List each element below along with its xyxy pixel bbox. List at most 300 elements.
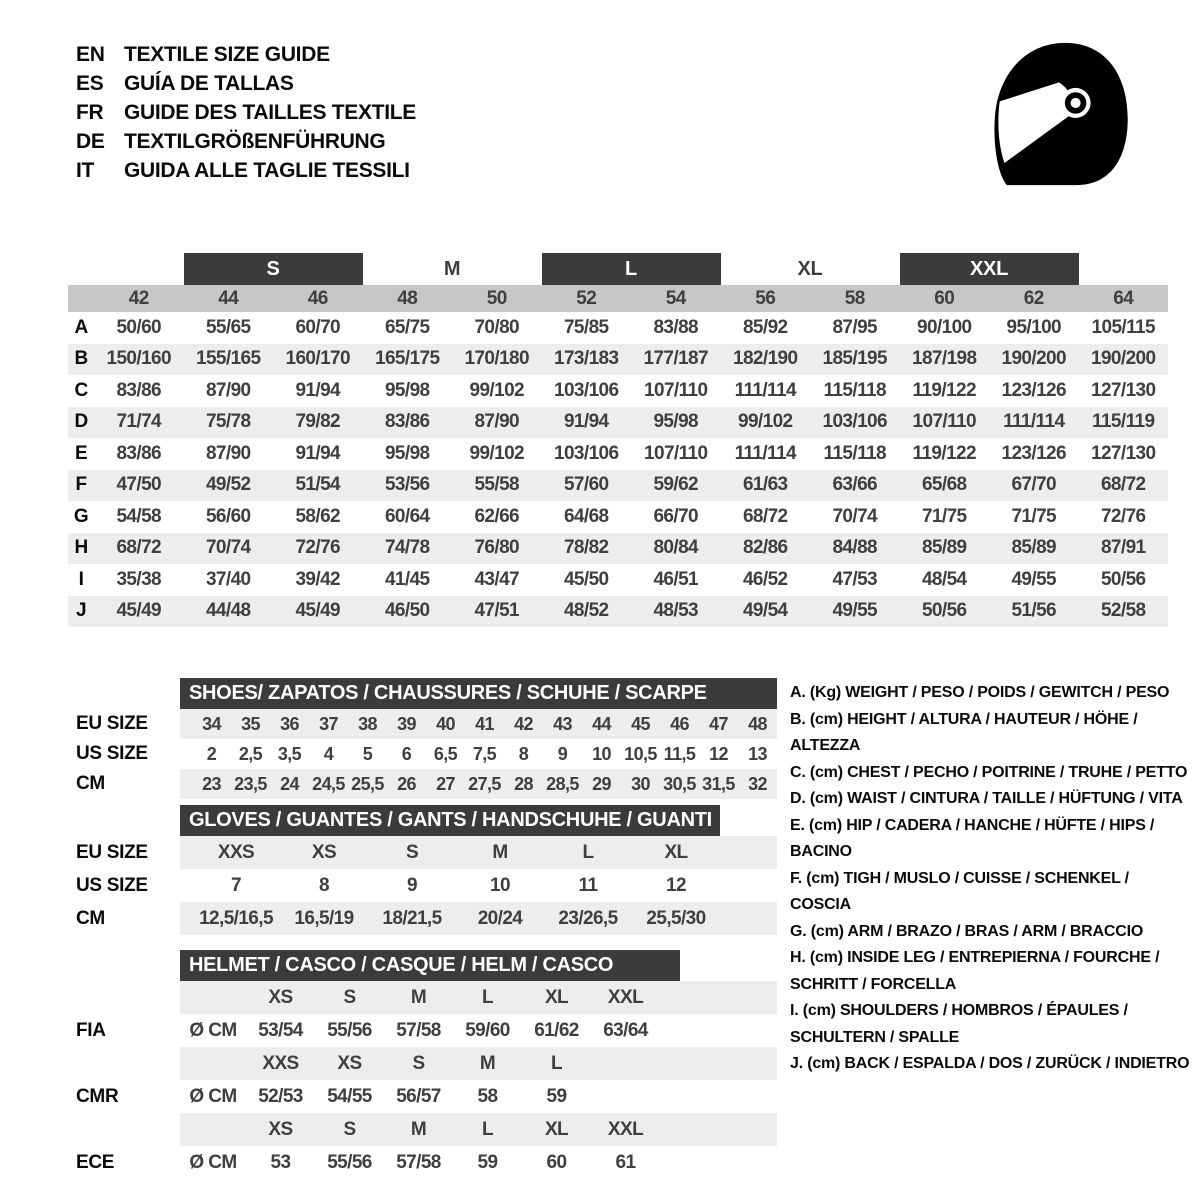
measure-value: 61/63 bbox=[742, 474, 788, 496]
size-row bbox=[180, 869, 777, 902]
size-value: 27 bbox=[436, 773, 455, 794]
size-value: 45 bbox=[631, 713, 650, 734]
measure-value: 160/170 bbox=[285, 348, 350, 370]
helmet-value: 59 bbox=[546, 1085, 567, 1107]
row-letter: D bbox=[74, 411, 88, 433]
size-column-header: 56 bbox=[755, 287, 776, 309]
size-value: 44 bbox=[592, 713, 611, 734]
language-title-de: TEXTILGRÖßENFÜHRUNG bbox=[124, 130, 386, 153]
measure-value: 80/84 bbox=[653, 537, 699, 559]
language-row bbox=[76, 156, 416, 185]
measure-value: 90/100 bbox=[916, 316, 972, 338]
helmet-value: 61/62 bbox=[534, 1019, 579, 1041]
helmet-value: 59/60 bbox=[465, 1019, 510, 1041]
gloves-title-bar: GLOVES / GUANTES / GANTS / HANDSCHUHE / GUANTI bbox=[180, 805, 720, 836]
size-column-header: 54 bbox=[665, 287, 686, 309]
measure-value: 177/187 bbox=[643, 348, 708, 370]
size-value: 41 bbox=[475, 713, 494, 734]
measure-value: 103/106 bbox=[554, 442, 619, 464]
measure-value: 84/88 bbox=[832, 537, 878, 559]
measure-value: 85/89 bbox=[1011, 537, 1057, 559]
size-row bbox=[180, 739, 777, 769]
size-value: 23,5 bbox=[234, 773, 267, 794]
measure-value: 75/85 bbox=[563, 316, 609, 338]
size-band-l: L bbox=[542, 253, 721, 285]
row-label: EU SIZE bbox=[76, 713, 148, 734]
size-column-header: 62 bbox=[1023, 287, 1044, 309]
shoes-row-labels bbox=[76, 709, 148, 799]
measure-value: 45/50 bbox=[563, 568, 609, 590]
measure-value: 63/66 bbox=[832, 474, 878, 496]
helmet-value: 60 bbox=[546, 1151, 567, 1173]
measure-value: 51/54 bbox=[295, 474, 341, 496]
measure-value: 83/86 bbox=[116, 442, 162, 464]
row-letter: F bbox=[75, 474, 87, 496]
language-row bbox=[76, 40, 416, 69]
size-value: 26 bbox=[397, 773, 416, 794]
size-value: 13 bbox=[748, 743, 767, 764]
label-spacer bbox=[76, 981, 118, 1014]
size-row bbox=[180, 836, 777, 869]
size-value: 32 bbox=[748, 773, 767, 794]
textile-table-body bbox=[68, 312, 1168, 627]
size-value: XS bbox=[311, 841, 337, 863]
measure-value: 75/78 bbox=[205, 411, 251, 433]
size-value: 8 bbox=[319, 874, 329, 896]
measure-value: 115/119 bbox=[1092, 411, 1155, 433]
language-row bbox=[76, 69, 416, 98]
size-value: 37 bbox=[319, 713, 338, 734]
helmet-size: XS bbox=[268, 986, 293, 1008]
helmet-size: S bbox=[343, 986, 356, 1008]
measure-value: 111/114 bbox=[734, 442, 796, 464]
size-value: 11,5 bbox=[663, 743, 696, 764]
measure-value: 50/56 bbox=[921, 600, 967, 622]
helmet-value: 63/64 bbox=[603, 1019, 648, 1041]
size-value: 29 bbox=[592, 773, 611, 794]
size-value: 8 bbox=[518, 743, 529, 764]
size-column-header: 42 bbox=[128, 287, 149, 309]
helmet-size: L bbox=[481, 986, 493, 1008]
size-value: 30 bbox=[631, 773, 650, 794]
size-column-header: 64 bbox=[1113, 287, 1134, 309]
size-value: 10 bbox=[490, 874, 510, 896]
row-label: US SIZE bbox=[76, 743, 148, 764]
helmet-size: S bbox=[343, 1118, 356, 1140]
measure-value: 39/42 bbox=[295, 568, 341, 590]
measure-value: 45/49 bbox=[295, 600, 341, 622]
row-letter: A bbox=[74, 316, 88, 338]
label-spacer bbox=[76, 1113, 118, 1146]
measure-value: 123/126 bbox=[1001, 379, 1066, 401]
size-value: 3,5 bbox=[277, 743, 302, 764]
measure-value: 119/122 bbox=[912, 442, 976, 464]
racing-helmet-icon bbox=[980, 34, 1138, 194]
language-title-it: GUIDA ALLE TAGLIE TESSILI bbox=[124, 159, 410, 182]
measure-value: 59/62 bbox=[653, 474, 699, 496]
measure-value: 103/106 bbox=[822, 411, 887, 433]
size-columns-row bbox=[68, 285, 1168, 312]
diameter-unit: Ø CM bbox=[189, 1085, 237, 1107]
measure-value: 107/110 bbox=[912, 411, 976, 433]
measure-value: 74/78 bbox=[384, 537, 430, 559]
measure-value: 83/86 bbox=[116, 379, 162, 401]
measure-row-j bbox=[68, 596, 1168, 628]
size-value: 11 bbox=[578, 874, 598, 896]
size-value: XL bbox=[664, 841, 688, 863]
measure-value: 91/94 bbox=[295, 379, 341, 401]
legend-item-h: H. (cm) INSIDE LEG / ENTREPIERNA / FOURCHE / SCHRITT / FORCELLA bbox=[790, 949, 1160, 993]
helmet-value: 55/56 bbox=[327, 1019, 372, 1041]
helmet-value: 55/56 bbox=[327, 1151, 372, 1173]
measure-value: 87/90 bbox=[205, 379, 251, 401]
helmet-size: M bbox=[410, 986, 427, 1008]
measure-value: 79/82 bbox=[295, 411, 341, 433]
helmet-size: L bbox=[550, 1052, 562, 1074]
measure-value: 87/95 bbox=[832, 316, 878, 338]
measure-value: 87/90 bbox=[474, 411, 520, 433]
helmet-value: 57/58 bbox=[396, 1019, 441, 1041]
measure-value: 107/110 bbox=[644, 379, 708, 401]
measure-value: 60/64 bbox=[384, 505, 430, 527]
measure-value: 55/58 bbox=[474, 474, 520, 496]
row-label: CM bbox=[76, 907, 105, 929]
helmet-value-row bbox=[180, 1146, 777, 1179]
measure-value: 119/122 bbox=[912, 379, 976, 401]
legend-item-i: I. (cm) SHOULDERS / HOMBROS / ÉPAULES / SCHULTERN / SPALLE bbox=[790, 1002, 1128, 1046]
measure-row-b bbox=[68, 344, 1168, 376]
measure-value: 76/80 bbox=[474, 537, 520, 559]
measure-value: 49/52 bbox=[205, 474, 251, 496]
helmet-size: M bbox=[410, 1118, 427, 1140]
helmet-size: L bbox=[481, 1118, 493, 1140]
language-code-it: IT bbox=[76, 159, 95, 182]
measure-row-i bbox=[68, 564, 1168, 596]
size-value: 6,5 bbox=[433, 743, 458, 764]
language-code-de: DE bbox=[76, 130, 105, 153]
helmet-size: XS bbox=[337, 1052, 362, 1074]
gloves-rows bbox=[180, 836, 777, 935]
language-title-fr: GUIDE DES TAILLES TEXTILE bbox=[124, 101, 416, 124]
measure-value: 56/60 bbox=[205, 505, 251, 527]
measure-row-g bbox=[68, 501, 1168, 533]
measure-value: 60/70 bbox=[295, 316, 341, 338]
size-value: 10,5 bbox=[624, 743, 657, 764]
measure-value: 52/58 bbox=[1100, 600, 1146, 622]
measure-value: 99/102 bbox=[469, 442, 524, 464]
size-value: 12,5/16,5 bbox=[199, 907, 273, 929]
language-row bbox=[76, 98, 416, 127]
language-code-es: ES bbox=[76, 72, 104, 95]
size-value: 12 bbox=[666, 874, 686, 896]
legend-item-d: D. (cm) WAIST / CINTURA / TAILLE / HÜFTUNG / VITA bbox=[790, 790, 1183, 807]
helmet-value: 52/53 bbox=[258, 1085, 303, 1107]
row-letter: B bbox=[74, 348, 88, 370]
helmet-value: 53/54 bbox=[258, 1019, 303, 1041]
size-column-header: 50 bbox=[486, 287, 507, 309]
size-value: 43 bbox=[553, 713, 572, 734]
helmet-size: XXL bbox=[607, 1118, 644, 1140]
measure-value: 170/180 bbox=[464, 348, 529, 370]
measure-value: 103/106 bbox=[554, 379, 619, 401]
measure-value: 72/76 bbox=[295, 537, 341, 559]
legend-item-j: J. (cm) BACK / ESPALDA / DOS / ZURÜCK / INDIETRO bbox=[790, 1055, 1190, 1072]
measure-value: 111/114 bbox=[734, 379, 796, 401]
legend-item-c: C. (cm) CHEST / PECHO / POITRINE / TRUHE / PETTO bbox=[790, 763, 1188, 781]
measure-value: 37/40 bbox=[205, 568, 251, 590]
measure-value: 95/98 bbox=[384, 442, 430, 464]
measure-row-d bbox=[68, 407, 1168, 439]
measure-value: 185/195 bbox=[822, 348, 887, 370]
size-value: 40 bbox=[436, 713, 455, 734]
measure-value: 127/130 bbox=[1091, 379, 1156, 401]
measure-value: 83/88 bbox=[653, 316, 699, 338]
measure-value: 82/86 bbox=[742, 537, 788, 559]
size-value: 12 bbox=[709, 743, 728, 764]
label-spacer bbox=[76, 1047, 118, 1080]
size-column-header: 46 bbox=[307, 287, 328, 309]
size-value: 39 bbox=[397, 713, 416, 734]
measure-value: 190/200 bbox=[1091, 348, 1156, 370]
row-letter: C bbox=[74, 379, 88, 401]
legend-item-e: E. (cm) HIP / CADERA / HANCHE / HÜFTE / HIPS / BACINO bbox=[790, 816, 1155, 860]
row-letter: J bbox=[76, 600, 86, 622]
measure-row-f bbox=[68, 470, 1168, 502]
measure-value: 57/60 bbox=[563, 474, 609, 496]
size-value: 25,5/30 bbox=[646, 907, 706, 929]
measure-row-c bbox=[68, 375, 1168, 407]
measurement-legend bbox=[790, 680, 1192, 1078]
measure-value: 72/76 bbox=[1100, 505, 1146, 527]
legend-item-b: B. (cm) HEIGHT / ALTURA / HAUTEUR / HÖHE / ALTEZZA bbox=[790, 710, 1138, 754]
measure-value: 49/55 bbox=[1011, 568, 1057, 590]
size-value: 47 bbox=[709, 713, 728, 734]
measure-value: 127/130 bbox=[1091, 442, 1156, 464]
helmet-value: 53 bbox=[270, 1151, 291, 1173]
size-value: L bbox=[582, 841, 594, 863]
helmet-size-row bbox=[180, 1047, 777, 1080]
language-list bbox=[76, 40, 416, 185]
measure-value: 44/48 bbox=[205, 600, 251, 622]
measure-value: 70/74 bbox=[832, 505, 878, 527]
measure-value: 105/115 bbox=[1091, 316, 1155, 338]
measure-value: 48/52 bbox=[563, 600, 609, 622]
diameter-unit: Ø CM bbox=[189, 1151, 237, 1173]
measure-value: 68/72 bbox=[1100, 474, 1146, 496]
measure-value: 64/68 bbox=[563, 505, 609, 527]
measure-value: 95/100 bbox=[1006, 316, 1061, 338]
measure-value: 87/91 bbox=[1100, 537, 1146, 559]
size-value: 7,5 bbox=[472, 743, 497, 764]
language-title-en: TEXTILE SIZE GUIDE bbox=[124, 43, 330, 66]
measure-value: 49/54 bbox=[742, 600, 788, 622]
measure-value: 173/183 bbox=[554, 348, 619, 370]
helmet-value: 61 bbox=[615, 1151, 636, 1173]
size-value: 24 bbox=[280, 773, 299, 794]
measure-value: 47/51 bbox=[474, 600, 520, 622]
measure-value: 55/65 bbox=[205, 316, 251, 338]
measure-value: 123/126 bbox=[1001, 442, 1066, 464]
size-column-header: 58 bbox=[844, 287, 865, 309]
size-value: 34 bbox=[202, 713, 221, 734]
measure-value: 68/72 bbox=[742, 505, 788, 527]
measure-value: 53/56 bbox=[384, 474, 430, 496]
helmet-value-row bbox=[180, 1080, 777, 1113]
measure-value: 99/102 bbox=[469, 379, 524, 401]
measure-value: 66/70 bbox=[653, 505, 699, 527]
measure-value: 182/190 bbox=[733, 348, 798, 370]
measure-value: 115/118 bbox=[823, 442, 886, 464]
measure-value: 155/165 bbox=[196, 348, 261, 370]
measure-value: 85/89 bbox=[921, 537, 967, 559]
helmet-value: 58 bbox=[477, 1085, 498, 1107]
measure-value: 67/70 bbox=[1011, 474, 1057, 496]
size-value: 5 bbox=[362, 743, 373, 764]
legend-item-g: G. (cm) ARM / BRAZO / BRAS / ARM / BRACCIO bbox=[790, 922, 1144, 940]
size-value: 16,5/19 bbox=[294, 907, 354, 929]
row-letter: G bbox=[73, 505, 89, 527]
size-value: 9 bbox=[407, 874, 417, 896]
shoes-title-bar: SHOES/ ZAPATOS / CHAUSSURES / SCHUHE / SCARPE bbox=[180, 678, 777, 709]
helmet-value: 54/55 bbox=[327, 1085, 372, 1107]
measure-value: 91/94 bbox=[295, 442, 341, 464]
diameter-unit: Ø CM bbox=[189, 1019, 237, 1041]
measure-value: 50/56 bbox=[1100, 568, 1146, 590]
language-code-fr: FR bbox=[76, 101, 104, 124]
helmet-size: XXL bbox=[607, 986, 644, 1008]
measure-value: 54/58 bbox=[116, 505, 162, 527]
size-column-header: 52 bbox=[576, 287, 597, 309]
measure-row-a bbox=[68, 312, 1168, 344]
measure-value: 99/102 bbox=[737, 411, 793, 433]
size-value: 38 bbox=[358, 713, 377, 734]
size-band-xxl: XXL bbox=[900, 253, 1079, 285]
measure-value: 47/50 bbox=[116, 474, 162, 496]
measure-value: 71/75 bbox=[921, 505, 967, 527]
textile-size-table bbox=[68, 253, 1168, 627]
helmet-size: XL bbox=[544, 1118, 569, 1140]
measure-value: 35/38 bbox=[116, 568, 162, 590]
size-value: 4 bbox=[323, 743, 334, 764]
size-column-header: 60 bbox=[934, 287, 955, 309]
size-value: 23/26,5 bbox=[558, 907, 618, 929]
measure-value: 50/60 bbox=[116, 316, 162, 338]
size-row bbox=[180, 769, 777, 799]
size-value: 46 bbox=[670, 713, 689, 734]
measure-value: 46/50 bbox=[384, 600, 430, 622]
row-letter: E bbox=[74, 442, 88, 464]
size-value: 28 bbox=[514, 773, 533, 794]
size-value: 10 bbox=[592, 743, 611, 764]
helmet-rows bbox=[180, 981, 777, 1179]
size-value: 2 bbox=[206, 743, 217, 764]
size-value: S bbox=[405, 841, 419, 863]
size-value: 24,5 bbox=[312, 773, 345, 794]
measure-value: 91/94 bbox=[563, 411, 609, 433]
shoes-rows bbox=[180, 709, 777, 799]
size-value: 23 bbox=[202, 773, 221, 794]
size-value: 31,5 bbox=[702, 773, 735, 794]
standard-label-cmr: CMR bbox=[76, 1085, 119, 1107]
row-label: CM bbox=[76, 773, 105, 794]
measure-value: 111/114 bbox=[1003, 411, 1065, 433]
measure-value: 78/82 bbox=[563, 537, 609, 559]
measure-value: 47/53 bbox=[832, 568, 878, 590]
measure-value: 107/110 bbox=[644, 442, 708, 464]
row-label: US SIZE bbox=[76, 874, 148, 896]
size-value: XXS bbox=[217, 841, 255, 863]
measure-value: 45/49 bbox=[116, 600, 162, 622]
helmet-size-row bbox=[180, 1113, 777, 1146]
row-label: EU SIZE bbox=[76, 841, 148, 863]
measure-value: 70/74 bbox=[205, 537, 251, 559]
helmet-value: 57/58 bbox=[396, 1151, 441, 1173]
measure-value: 71/75 bbox=[1011, 505, 1057, 527]
size-value: 28,5 bbox=[546, 773, 579, 794]
helmet-value: 59 bbox=[477, 1151, 498, 1173]
size-value: 35 bbox=[241, 713, 260, 734]
row-letter: H bbox=[74, 537, 88, 559]
size-band-m: M bbox=[443, 257, 461, 280]
measure-row-e bbox=[68, 438, 1168, 470]
measure-row-h bbox=[68, 533, 1168, 565]
size-value: M bbox=[492, 841, 508, 863]
helmet-size: XS bbox=[268, 1118, 293, 1140]
corner-cell bbox=[68, 285, 94, 312]
helmet-row-labels bbox=[76, 981, 118, 1179]
measure-value: 165/175 bbox=[375, 348, 440, 370]
measure-value: 190/200 bbox=[1001, 348, 1066, 370]
measure-value: 65/68 bbox=[921, 474, 967, 496]
size-band-xl: XL bbox=[797, 257, 823, 280]
size-column-header: 44 bbox=[218, 287, 239, 309]
legend-item-a: A. (Kg) WEIGHT / PESO / POIDS / GEWITCH / PESO bbox=[790, 684, 1170, 701]
measure-value: 87/90 bbox=[205, 442, 251, 464]
size-value: 7 bbox=[231, 874, 241, 896]
measure-value: 58/62 bbox=[295, 505, 341, 527]
measure-value: 51/56 bbox=[1011, 600, 1057, 622]
measure-value: 95/98 bbox=[384, 379, 430, 401]
measure-value: 71/74 bbox=[116, 411, 162, 433]
measure-value: 48/54 bbox=[921, 568, 967, 590]
gloves-row-labels bbox=[76, 836, 148, 935]
size-row bbox=[180, 709, 777, 739]
row-letter: I bbox=[78, 568, 84, 590]
measure-value: 46/51 bbox=[653, 568, 699, 590]
helmet-value-row bbox=[180, 1014, 777, 1047]
size-value: 9 bbox=[557, 743, 568, 764]
size-band-row bbox=[68, 253, 1168, 285]
measure-value: 85/92 bbox=[742, 316, 788, 338]
measure-value: 70/80 bbox=[474, 316, 520, 338]
size-value: 30,5 bbox=[663, 773, 696, 794]
measure-value: 49/55 bbox=[832, 600, 878, 622]
size-value: 18/21,5 bbox=[382, 907, 442, 929]
size-band-s: S bbox=[184, 253, 363, 285]
legend-item-f: F. (cm) TIGH / MUSLO / CUISSE / SCHENKEL / COSCIA bbox=[790, 869, 1129, 913]
standard-label-ece: ECE bbox=[76, 1151, 115, 1173]
size-value: 27,5 bbox=[468, 773, 501, 794]
measure-value: 68/72 bbox=[116, 537, 162, 559]
helmet-size: S bbox=[412, 1052, 425, 1074]
language-code-en: EN bbox=[76, 43, 105, 66]
helmet-value: 56/57 bbox=[396, 1085, 441, 1107]
measure-value: 62/66 bbox=[474, 505, 520, 527]
measure-value: 115/118 bbox=[823, 379, 886, 401]
measure-value: 48/53 bbox=[653, 600, 699, 622]
measure-value: 43/47 bbox=[474, 568, 520, 590]
measure-value: 46/52 bbox=[742, 568, 788, 590]
